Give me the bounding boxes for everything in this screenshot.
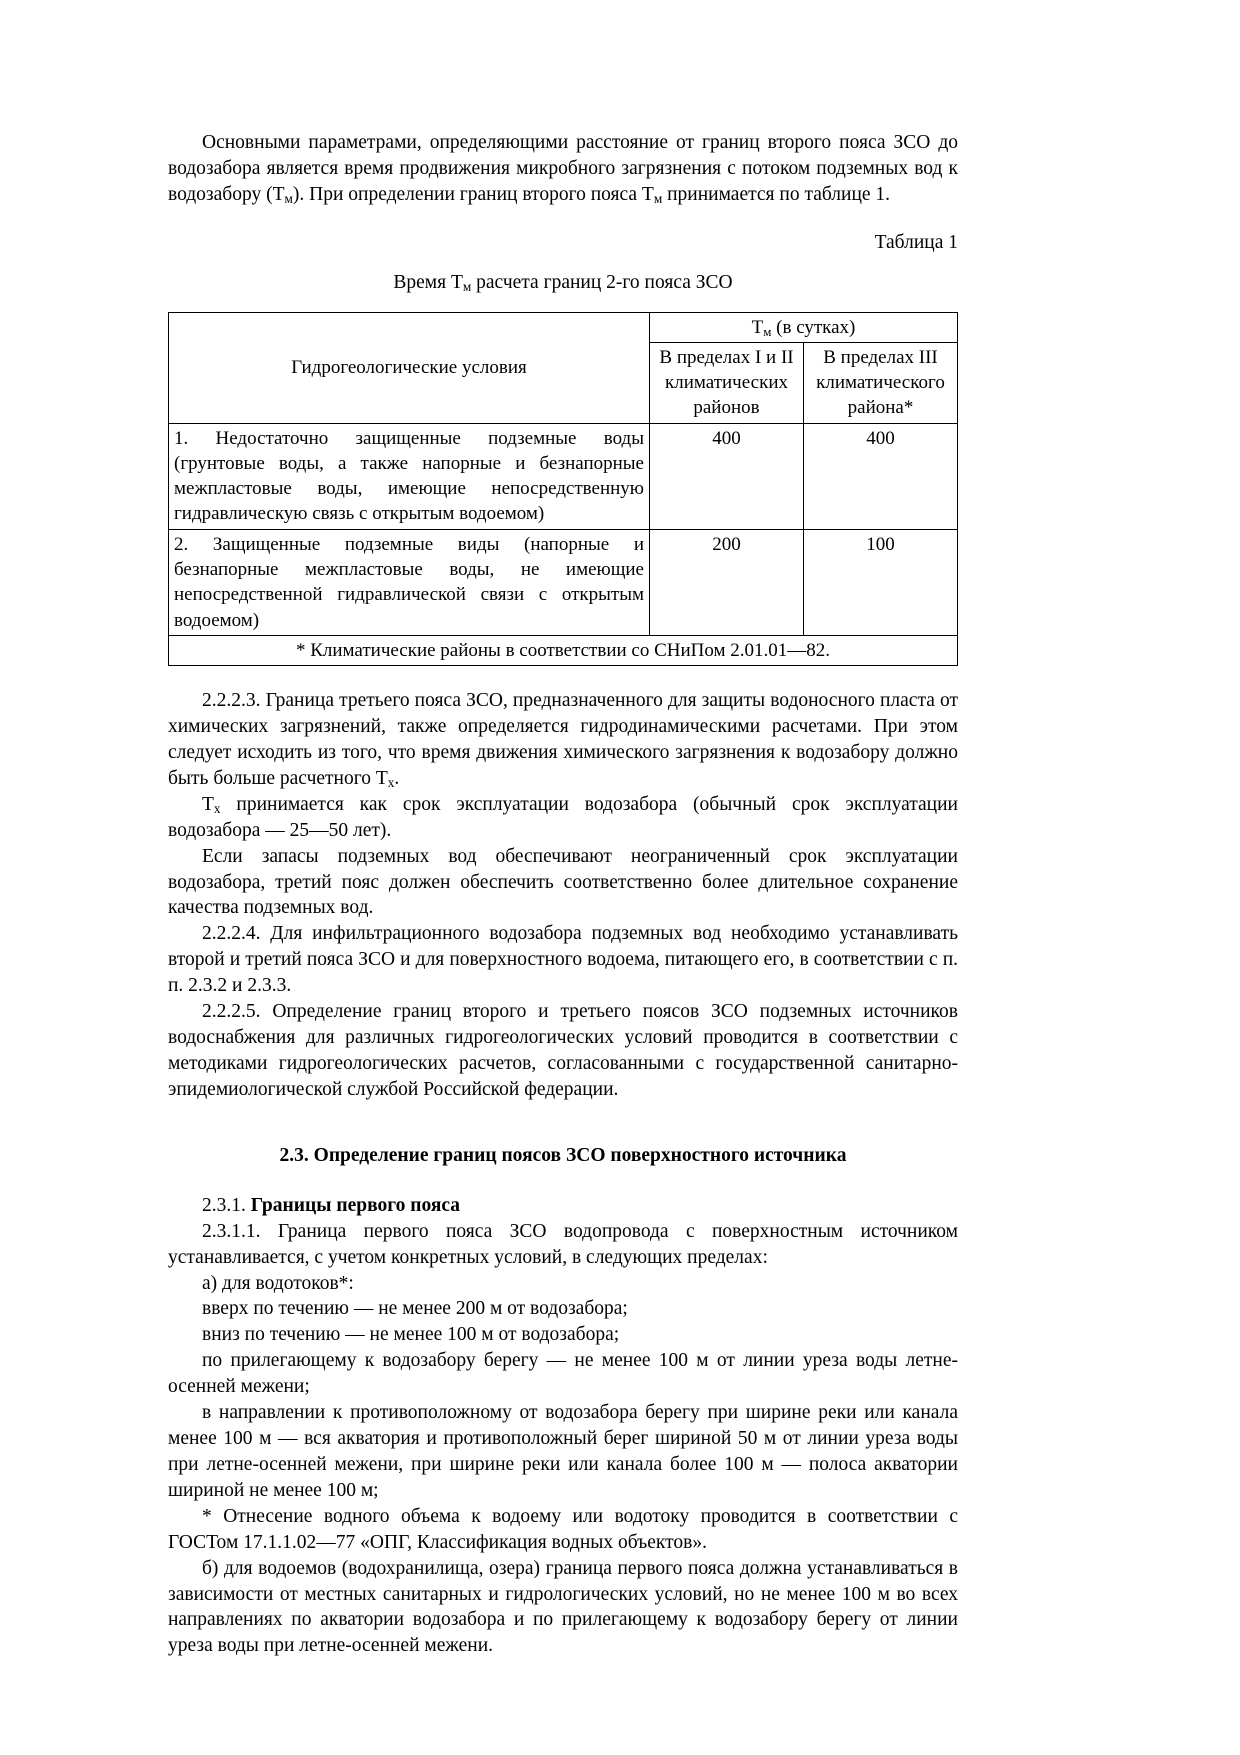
paragraph-reserves: Если запасы подземных вод обеспечивают неограниченный срок эксплуатации водозабора, третий пояс должен обеспечить соответственно более длительное сохранение качества подземных вод. (168, 845, 958, 919)
paragraph-adjacent-bank: по прилегающему к водозабору берегу — не менее 100 м от линии уреза воды летне-осенней межени; (168, 1350, 958, 1398)
table-1 (168, 312, 958, 666)
ptx-part-2: принимается как срок эксплуатации водозабора (обычный срок эксплуатации водозабора — 25—50 лет). (168, 793, 958, 841)
intro-subscript-1: м (284, 190, 293, 206)
p2223-part-2: . (394, 767, 400, 789)
header-col-b: В пределах III климатического района* (804, 342, 958, 423)
row-1-col-a: 400 (650, 423, 804, 529)
intro-text-part-1: Основными параметрами, определяющими расстояние от границ второго пояса ЗСО до водозабора является время продвижения микробного загрязнения с потоком подземных вод к водозабору (T (168, 132, 958, 205)
paragraph-2-3-1-1: 2.3.1.1. Граница первого пояса ЗСО водопровода с поверхностным источником устанавливается, с учетом конкретных условий, в следующих пределах: (168, 1220, 958, 1268)
header-tm-part-1: T (751, 316, 764, 338)
table-footnote: * Климатические районы в соответствии со СНиПом 2.01.01—82. (169, 635, 958, 665)
table-title-subscript: м (462, 278, 472, 294)
paragraph-item-b: б) для водоемов (водохранилища, озера) граница первого пояса должна устанавливаться в зависимости от местных санитарных и гидрологических условий, но не менее 100 м во всех направлениях по акватории водозабора и по прилегающему к водозабору берегу от линии уреза воды при летне-осенней межени. (168, 1557, 958, 1657)
table-row (169, 529, 958, 635)
row-1-col-b: 400 (804, 423, 958, 529)
intro-paragraph-block (168, 130, 958, 208)
row-1-conditions: 1. Недостаточно защищенные подземные воды (грунтовые воды, а также напорные и безнапорные межпластовые воды, имеющие непосредственную гидравлическую связь с открытым водоемом) (169, 423, 650, 529)
paragraph-2-2-2-4: 2.2.2.4. Для инфильтрационного водозабора подземных вод необходимо устанавливать второй и третий пояса ЗСО и для поверхностного водоема, питающего его, в соответствии с п. п. 2.3.2 и 2.3.3. (168, 923, 958, 997)
paragraph-gost-footnote: * Отнесение водного объема к водоему или водотоку проводится в соответствии с ГОСТом 17.1.1.02—77 «ОПГ, Классификация водных объектов». (168, 1505, 958, 1553)
table-number-label: Таблица 1 (874, 231, 958, 253)
section-heading-2-3: 2.3. Определение границ поясов ЗСО поверхностного источника (279, 1144, 847, 1166)
row-2-col-a: 200 (650, 529, 804, 635)
page-content (168, 130, 958, 1659)
intro-subscript-2: м (653, 190, 663, 206)
header-tm-part-2: (в сутках) (771, 316, 856, 338)
ptx-part-1: T (202, 793, 214, 815)
row-2-col-b: 100 (804, 529, 958, 635)
header-tm-group (650, 312, 958, 342)
paragraph-2-2-2-3 (168, 688, 958, 792)
table-header-row-1 (169, 312, 958, 342)
paragraph-downstream: вниз по течению — не менее 100 м от водозабора; (202, 1324, 620, 1346)
p231-number: 2.3.1. (202, 1194, 251, 1216)
paragraph-tx (168, 792, 958, 844)
table-footnote-row (169, 635, 958, 665)
table-title-part-2: расчета границ 2-го пояса ЗСО (471, 271, 733, 293)
header-conditions: Гидрогеологические условия (169, 312, 650, 423)
header-tm-subscript: м (763, 323, 772, 339)
p231-bold-label: Границы первого пояса (250, 1194, 461, 1216)
table-caption-block (168, 230, 958, 296)
paragraph-item-a: а) для водотоков*: (202, 1272, 354, 1294)
table-title (168, 270, 958, 296)
intro-text-part-2: ). При определении границ второго пояса T (292, 183, 654, 205)
paragraph-opposite-bank: в направлении к противоположному от водозабора берегу при ширине реки или канала менее 100 м — вся акватория и противоположный берег шириной 50 м от линии уреза воды при летне-осенней межени, при ширине реки или канала более 100 м — полоса акватории шириной не менее 100 м; (168, 1402, 958, 1501)
intro-text-part-3: принимается по таблице 1. (662, 183, 891, 205)
intro-paragraph (168, 130, 958, 208)
paragraph-2-3-1 (168, 1193, 958, 1219)
header-col-a: В пределах I и II климатических районов (650, 342, 804, 423)
row-2-conditions: 2. Защищенные подземные виды (напорные и безнапорные межпластовые воды, не имеющие непосредственной гидравлической связи с открытым водоемом) (169, 529, 650, 635)
p2223-subscript: х (387, 774, 395, 790)
paragraph-upstream: вверх по течению — не менее 200 м от водозабора; (202, 1298, 628, 1320)
table-row (169, 423, 958, 529)
table-title-part-1: Время T (393, 271, 463, 293)
ptx-subscript: х (213, 800, 221, 816)
paragraph-2-2-2-5: 2.2.2.5. Определение границ второго и третьего поясов ЗСО подземных источников водоснабжения для различных гидрогеологических условий проводится в соответствии с методиками гидрогеологических расчетов, согласованными с государственной санитарно-эпидемиологической службой Российской федерации. (168, 1001, 958, 1100)
body-text-block (168, 688, 958, 1659)
p2223-part-1: 2.2.2.3. Граница третьего пояса ЗСО, предназначенного для защиты водоносного пласта от химических загрязнений, также определяется гидродинамическими расчетами. При этом следует исходить из того, что время движения химического загрязнения к водозабору должно быть больше расчетного T (168, 690, 958, 789)
